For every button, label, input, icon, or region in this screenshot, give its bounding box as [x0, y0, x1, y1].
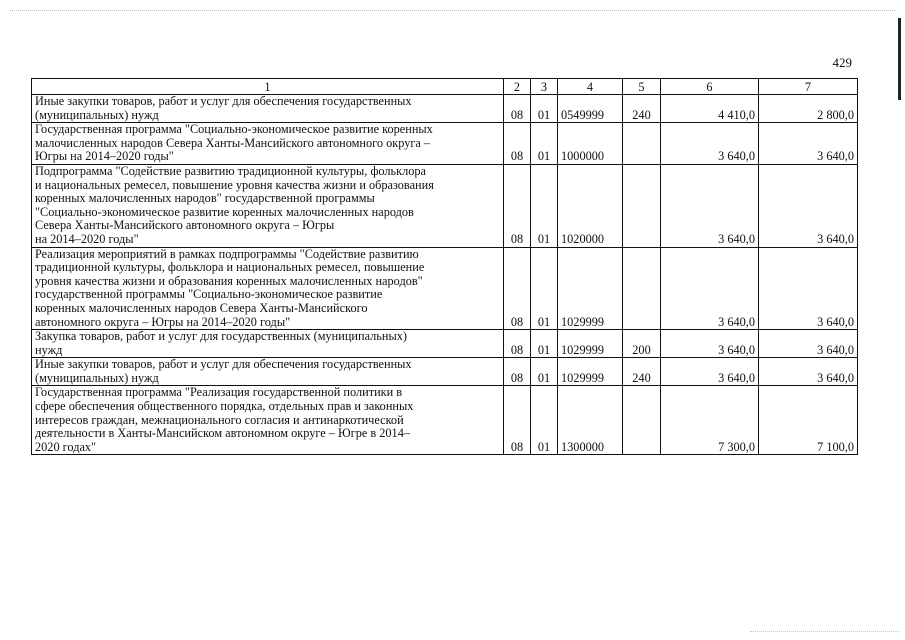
section-code: 08 — [504, 247, 531, 330]
row-name-line: уровня качества жизни и образования коренных малочисленных народов" — [35, 273, 423, 288]
row-name-line: государственной программы "Социально-экономическое развитие — [35, 287, 383, 302]
amount-year-2: 3 640,0 — [759, 330, 858, 358]
row-name — [32, 164, 504, 247]
row-name-line: Государственная программа "Социально-экономическое развитие коренных — [35, 122, 433, 137]
amount-year-2: 7 100,0 — [759, 386, 858, 455]
section-code: 08 — [504, 123, 531, 165]
target-article-code: 0549999 — [558, 95, 623, 123]
row-name-line: деятельности в Ханты-Мансийском автономном округе – Югре в 2014– — [35, 426, 410, 441]
budget-table — [31, 78, 858, 455]
row-name-line: коренных малочисленных народов" государственной программы — [35, 191, 375, 206]
table-row — [32, 164, 858, 247]
row-name — [32, 386, 504, 455]
amount-year-2: 3 640,0 — [759, 123, 858, 165]
header-col-4: 4 — [558, 79, 623, 95]
row-name-line: Югры на 2014–2020 годы" — [35, 149, 174, 164]
row-name-line: Реализация мероприятий в рамках подпрограммы "Содействие развитию — [35, 246, 419, 261]
subsection-code: 01 — [531, 247, 558, 330]
expense-type-code — [623, 123, 661, 165]
amount-year-1: 4 410,0 — [661, 95, 759, 123]
header-col-1: 1 — [32, 79, 504, 95]
amount-year-1: 3 640,0 — [661, 123, 759, 165]
row-name-line: автономного округа – Югры на 2014–2020 годы" — [35, 314, 291, 329]
row-name-line: и национальных ремесел, повышение уровня качества жизни и образования — [35, 177, 434, 192]
row-name-line: Государственная программа "Реализация государственной политики в — [35, 385, 403, 400]
subsection-code: 01 — [531, 123, 558, 165]
header-row — [32, 79, 858, 95]
section-code: 08 — [504, 164, 531, 247]
subsection-code: 01 — [531, 330, 558, 358]
scan-border-bottom — [750, 631, 900, 634]
header-col-3: 3 — [531, 79, 558, 95]
row-name-line: Подпрограмма "Содействие развитию традиционной культуры, фольклора — [35, 163, 427, 178]
row-name-line: коренных малочисленных народов Севера Ханты-Мансийского — [35, 300, 368, 315]
target-article-code: 1029999 — [558, 358, 623, 386]
amount-year-1: 3 640,0 — [661, 358, 759, 386]
amount-year-1: 3 640,0 — [661, 164, 759, 247]
section-code: 08 — [504, 330, 531, 358]
row-name-line: на 2014–2020 годы" — [35, 231, 139, 246]
row-name-line: Иные закупки товаров, работ и услуг для обеспечения государственных — [35, 94, 412, 108]
amount-year-1: 3 640,0 — [661, 247, 759, 330]
row-name-line: Иные закупки товаров, работ и услуг для обеспечения государственных — [35, 357, 412, 372]
row-name-line: нужд — [35, 342, 63, 357]
row-name-line: традиционной культуры, фольклора и национальных ремесел, повышение — [35, 260, 425, 275]
row-name — [32, 330, 504, 358]
target-article-code: 1029999 — [558, 247, 623, 330]
table-row — [32, 358, 858, 386]
header-col-6: 6 — [661, 79, 759, 95]
amount-year-1: 3 640,0 — [661, 330, 759, 358]
target-article-code: 1020000 — [558, 164, 623, 247]
amount-year-2: 3 640,0 — [759, 164, 858, 247]
expense-type-code — [623, 164, 661, 247]
section-code: 08 — [504, 358, 531, 386]
row-name — [32, 247, 504, 330]
subsection-code: 01 — [531, 358, 558, 386]
row-name-line: Севера Ханты-Мансийского автономного округа – Югры — [35, 218, 335, 233]
row-name-line: (муниципальных) нужд — [35, 107, 159, 122]
table-body — [32, 95, 858, 455]
scan-border-top — [10, 10, 895, 13]
amount-year-1: 7 300,0 — [661, 386, 759, 455]
row-name-line: малочисленных народов Севера Ханты-Мансийского автономного округа – — [35, 135, 431, 150]
target-article-code: 1000000 — [558, 123, 623, 165]
table-row — [32, 247, 858, 330]
scan-edge-mark — [898, 18, 901, 100]
expense-type-code — [623, 386, 661, 455]
subsection-code: 01 — [531, 164, 558, 247]
expense-type-code: 240 — [623, 358, 661, 386]
expense-type-code: 200 — [623, 330, 661, 358]
row-name — [32, 95, 504, 123]
row-name — [32, 123, 504, 165]
section-code: 08 — [504, 95, 531, 123]
page-number: 429 — [832, 55, 852, 70]
amount-year-2: 3 640,0 — [759, 247, 858, 330]
subsection-code: 01 — [531, 95, 558, 123]
table-row — [32, 123, 858, 165]
table-row — [32, 330, 858, 358]
target-article-code: 1029999 — [558, 330, 623, 358]
target-article-code: 1300000 — [558, 386, 623, 455]
table-header — [32, 79, 858, 95]
amount-year-2: 2 800,0 — [759, 95, 858, 123]
table-row — [32, 386, 858, 455]
header-col-5: 5 — [623, 79, 661, 95]
table-row — [32, 95, 858, 123]
row-name — [32, 358, 504, 386]
row-name-line: 2020 годах" — [35, 439, 97, 454]
header-col-2: 2 — [504, 79, 531, 95]
row-name-line: "Социально-экономическое развитие коренных малочисленных народов — [35, 204, 414, 219]
row-name-line: сфере обеспечения общественного порядка, отдельных прав и законных — [35, 399, 414, 414]
row-name-line: (муниципальных) нужд — [35, 370, 159, 385]
amount-year-2: 3 640,0 — [759, 358, 858, 386]
expense-type-code: 240 — [623, 95, 661, 123]
expense-type-code — [623, 247, 661, 330]
row-name-line: интересов граждан, межнационального согласия и антинаркотической — [35, 412, 404, 427]
header-col-7: 7 — [759, 79, 858, 95]
row-name-line: Закупка товаров, работ и услуг для государственных (муниципальных) — [35, 329, 407, 344]
subsection-code: 01 — [531, 386, 558, 455]
section-code: 08 — [504, 386, 531, 455]
